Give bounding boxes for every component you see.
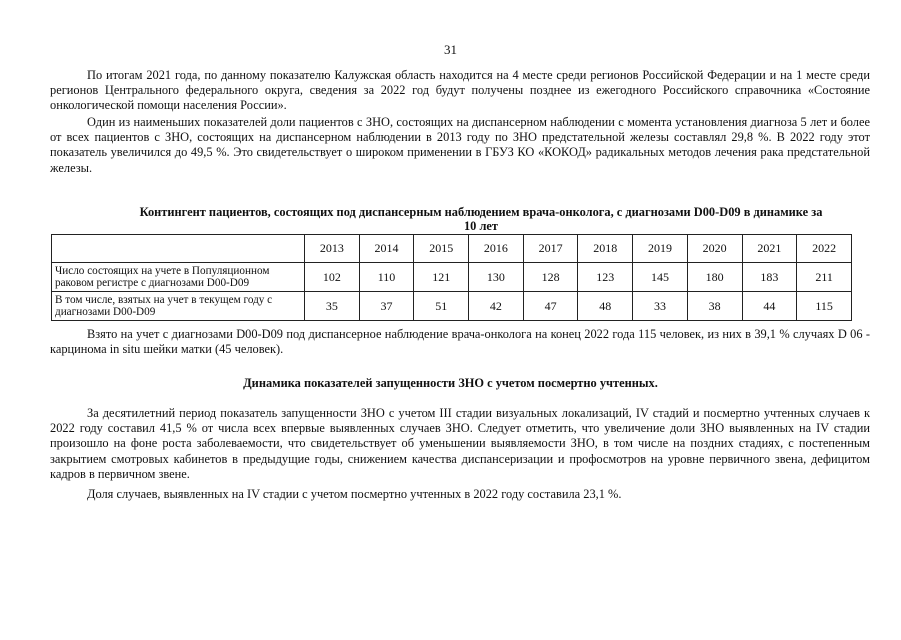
table-header-year: 2017: [523, 235, 578, 263]
table-cell: 37: [359, 292, 414, 321]
table-cell: 102: [305, 263, 360, 292]
table-header-row: [52, 235, 852, 263]
row-label: В том числе, взятых на учет в текущем году с диагнозами D00-D09: [52, 292, 305, 321]
table-cell: 183: [742, 263, 797, 292]
paragraph-ranking: По итогам 2021 года, по данному показателю Калужская область находится на 4 месте среди регионов Российской Федерации и на 1 месте среди регионов Центрального федерального округа, сведения за 2022 год будут получены позднее из ежегодного Российского справочника «Состояние онкологической помощи населения России».: [50, 68, 870, 113]
table-cell: 35: [305, 292, 360, 321]
table-header-year: 2013: [305, 235, 360, 263]
paragraph-stage-iv-share: Доля случаев, выявленных на IV стадии с учетом посмертно учтенных в 2022 году составила 23,1 %.: [87, 487, 622, 501]
table-row: [52, 263, 852, 292]
table-header-year: 2014: [359, 235, 414, 263]
table-cell: 121: [414, 263, 469, 292]
paragraph-prostate-followup: Один из наименьших показателей доли пациентов с ЗНО, состоящих на диспансерном наблюдении с момента установления диагноза 5 лет и более от всех пациентов с ЗНО, состоящих на диспансерном наблюдении в 2013 году по ЗНО предстательной железы составлял 29,8 %. В 2022 году этот показатель увеличился до 49,5 %. Это свидетельствует о широком применении в ГБУЗ КО «КОКОД» радикальных методов лечения рака предстательной железы.: [50, 115, 870, 175]
table-header-year: 2020: [687, 235, 742, 263]
patients-table: [51, 234, 852, 321]
paragraph-d00-d09-summary: Взято на учет с диагнозами D00-D09 под диспансерное наблюдение врача-онколога на конец 2022 года 115 человек, из них в 39,1 % случаях D 06 - карцинома in situ шейки матки (45 человек).: [50, 327, 870, 357]
table-cell: 42: [469, 292, 524, 321]
table-cell: 180: [687, 263, 742, 292]
table-header-corner: [52, 235, 305, 263]
table-cell: 38: [687, 292, 742, 321]
table-header-year: 2021: [742, 235, 797, 263]
table-title-line2: 10 лет: [463, 219, 499, 233]
table-cell: 110: [359, 263, 414, 292]
table-header-year: 2019: [633, 235, 688, 263]
table-header-year: 2016: [469, 235, 524, 263]
table-title: [86, 205, 876, 233]
table-cell: 47: [523, 292, 578, 321]
table-header-year: 2018: [578, 235, 633, 263]
table-row: [52, 292, 852, 321]
row-label: Число состоящих на учете в Популяционном раковом регистре с диагнозами D00-D09: [52, 263, 305, 292]
table-title-line1: Контингент пациентов, состоящих под диспансерным наблюдением врача-онколога, с диагнозами D00-D09 в динамике за: [139, 205, 823, 219]
table-cell: 115: [797, 292, 852, 321]
page-number: 31: [444, 42, 457, 57]
table-header-year: 2022: [797, 235, 852, 263]
table-cell: 48: [578, 292, 633, 321]
table-cell: 51: [414, 292, 469, 321]
table-header-year: 2015: [414, 235, 469, 263]
table-cell: 128: [523, 263, 578, 292]
table-cell: 145: [633, 263, 688, 292]
table-cell: 123: [578, 263, 633, 292]
table-cell: 211: [797, 263, 852, 292]
table-cell: 130: [469, 263, 524, 292]
section-heading: Динамика показателей запущенности ЗНО с учетом посмертно учтенных.: [243, 376, 658, 390]
table-cell: 44: [742, 292, 797, 321]
paragraph-neglect-dynamics: За десятилетний период показатель запущенности ЗНО с учетом III стадии визуальных локализаций, IV стадий и посмертно учтенных случаев к 2022 году составил 41,5 % от числа всех впервые выявленных случаев ЗНО. Следует отметить, что увеличение доли ЗНО выявленных на IV стадии произошло на фоне роста заболеваемости, что свидетельствует об уменьшении выявляемости ЗНО, в том числе на поздних стадиях, с постепенным закрытием смотровых кабинетов в предыдущие годы, снижением качества диспансеризации и профосмотров на уровне первичного звена, дефицитом кадров в первичном звене.: [50, 406, 870, 481]
table-cell: 33: [633, 292, 688, 321]
